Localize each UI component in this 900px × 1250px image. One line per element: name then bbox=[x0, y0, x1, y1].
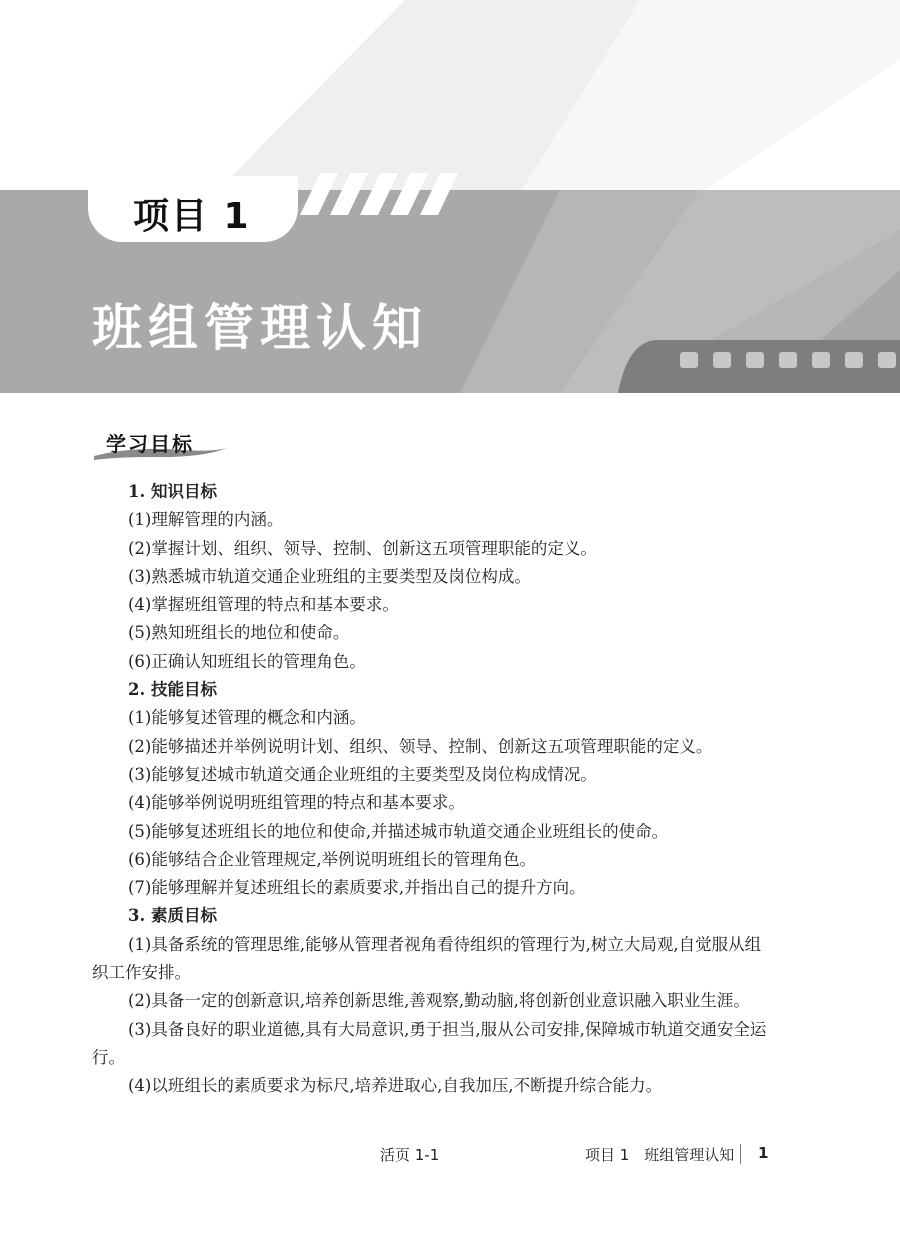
knowledge-heading: 1. 知识目标 bbox=[128, 482, 217, 501]
quality-heading: 3. 素质目标 bbox=[128, 906, 217, 926]
list-item: (4)以班组长的素质要求为标尺,培养进取心,自我加压,不断提升综合能力。 bbox=[128, 1076, 663, 1096]
project-label: 项目 1 bbox=[133, 196, 251, 237]
page-number: 1 bbox=[758, 1144, 769, 1162]
list-item: (7)能够理解并复述班组长的素质要求,并指出自己的提升方向。 bbox=[128, 878, 586, 898]
list-item: (2)能够描述并举例说明计划、组织、领导、控制、创新这五项管理职能的定义。 bbox=[128, 736, 713, 756]
list-item: (3)能够复述城市轨道交通企业班组的主要类型及岗位构成情况。 bbox=[128, 764, 597, 784]
footer-loose-leaf: 活页 1-1 bbox=[380, 1146, 440, 1164]
footer-running-title: 项目 1 班组管理认知 bbox=[585, 1146, 735, 1164]
list-item: (5)熟知班组长的地位和使命。 bbox=[128, 623, 350, 643]
list-item: (2)掌握计划、组织、领导、控制、创新这五项管理职能的定义。 bbox=[128, 538, 597, 558]
list-item: (4)掌握班组管理的特点和基本要求。 bbox=[128, 595, 399, 615]
dots-decoration bbox=[618, 340, 900, 393]
section-title: 学习目标 bbox=[106, 432, 194, 456]
list-item: (5)能够复述班组长的地位和使命,并描述城市轨道交通企业班组长的使命。 bbox=[128, 821, 669, 841]
list-item: (1)具备系统的管理思维,能够从管理者视角看待组织的管理行为,树立大局观,自觉服从组织工作安排。 bbox=[92, 934, 762, 983]
stripe-decoration bbox=[300, 173, 480, 218]
list-item: (3)熟悉城市轨道交通企业班组的主要类型及岗位构成。 bbox=[128, 566, 531, 586]
chapter-title: 班组管理认知 bbox=[92, 299, 428, 357]
list-item: (2)具备一定的创新意识,培养创新思维,善观察,勤动脑,将创新创业意识融入职业生涯。 bbox=[128, 991, 750, 1011]
list-item: (6)能够结合企业管理规定,举例说明班组长的管理角色。 bbox=[128, 849, 537, 869]
objectives-content bbox=[92, 478, 772, 1101]
list-item: (4)能够举例说明班组管理的特点和基本要求。 bbox=[128, 793, 465, 813]
list-item: (3)具备良好的职业道德,具有大局意识,勇于担当,服从公司安排,保障城市轨道交通安全运行。 bbox=[92, 1019, 767, 1067]
skills-heading: 2. 技能目标 bbox=[128, 680, 217, 700]
list-item: (1)理解管理的内涵。 bbox=[128, 510, 284, 530]
footer-divider bbox=[740, 1144, 741, 1164]
list-item: (1)能够复述管理的概念和内涵。 bbox=[128, 708, 366, 728]
list-item: (6)正确认知班组长的管理角色。 bbox=[128, 651, 366, 671]
